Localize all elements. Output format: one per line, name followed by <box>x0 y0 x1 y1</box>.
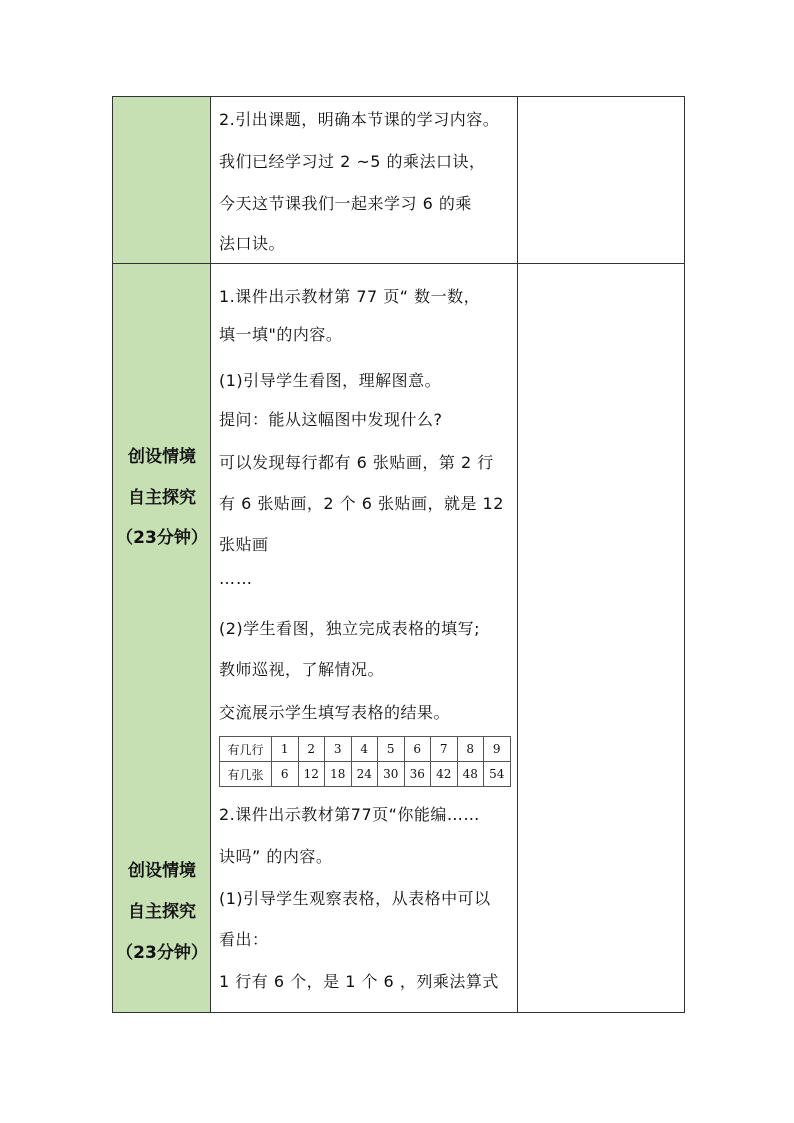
notes-cell <box>518 264 684 1012</box>
table-cell: 7 <box>431 737 458 762</box>
table-row-label: 有几张 <box>220 762 272 787</box>
table-cell: 4 <box>351 737 378 762</box>
lesson-plan-table <box>112 96 685 1013</box>
stage-label: 自主探究 <box>128 902 196 922</box>
content-line: 教师巡视，了解情况。 <box>219 660 385 679</box>
stage-cell <box>113 264 211 1012</box>
table-cell: 42 <box>431 762 458 787</box>
content-line: 可以发现每行都有 6 张贴画，第 2 行 <box>219 453 494 472</box>
table-row-label: 有几行 <box>220 737 272 762</box>
content-line: (2)学生看图，独立完成表格的填写; <box>219 619 481 638</box>
table-cell: 9 <box>484 737 511 762</box>
stage-label: 创设情境 <box>128 861 196 881</box>
content-line: 1 行有 6 个，是 1 个 6 ，列乘法算式 <box>219 972 499 991</box>
table-row-explore <box>113 264 684 1012</box>
table-cell: 36 <box>404 762 431 787</box>
stage-cell <box>113 97 211 263</box>
table-cell: 6 <box>404 737 431 762</box>
content-line: 今天这节课我们一起来学习 6 的乘 <box>219 194 472 213</box>
content-line: 诀吗” 的内容。 <box>219 847 333 866</box>
table-row <box>220 762 511 787</box>
table-row-intro <box>113 97 684 264</box>
table-cell: 18 <box>325 762 352 787</box>
stage-label: （23分钟） <box>116 528 208 548</box>
table-cell: 2 <box>298 737 325 762</box>
table-cell: 24 <box>351 762 378 787</box>
table-cell: 6 <box>272 762 299 787</box>
content-line: 看出： <box>219 930 269 949</box>
table-cell: 48 <box>457 762 484 787</box>
content-line: 法口诀。 <box>219 234 286 253</box>
rows-cards-table <box>219 736 511 787</box>
content-line: (1)引导学生看图，理解图意。 <box>219 371 442 390</box>
content-line: 张贴画 <box>219 535 269 554</box>
content-line: 填一填"的内容。 <box>219 325 343 344</box>
content-line: 有 6 张贴画，2 个 6 张贴画，就是 12 <box>219 494 504 513</box>
stage-label: 自主探究 <box>128 488 196 508</box>
notes-cell <box>518 97 684 263</box>
content-cell <box>211 264 518 1012</box>
table-cell: 5 <box>378 737 405 762</box>
table-cell: 3 <box>325 737 352 762</box>
content-cell <box>211 97 518 263</box>
stage-label: 创设情境 <box>128 447 196 467</box>
table-cell: 1 <box>272 737 299 762</box>
table-row <box>220 737 511 762</box>
table-cell: 12 <box>298 762 325 787</box>
stage-label: （23分钟） <box>116 943 208 963</box>
table-cell: 54 <box>484 762 511 787</box>
table-cell: 30 <box>378 762 405 787</box>
content-line: 2.引出课题，明确本节课的学习内容。 <box>219 110 500 129</box>
content-line: (1)引导学生观察表格，从表格中可以 <box>219 889 491 908</box>
content-line: …… <box>219 569 253 588</box>
content-line: 我们已经学习过 2 ~5 的乘法口诀， <box>219 152 486 171</box>
content-line: 2.课件出示教材第77页“你能编…… <box>219 805 480 824</box>
content-line: 交流展示学生填写表格的结果。 <box>219 703 451 722</box>
content-line: 1.课件出示教材第 77 页“ 数一数， <box>219 287 481 306</box>
table-cell: 8 <box>457 737 484 762</box>
content-line: 提问：能从这幅图中发现什么? <box>219 410 443 429</box>
